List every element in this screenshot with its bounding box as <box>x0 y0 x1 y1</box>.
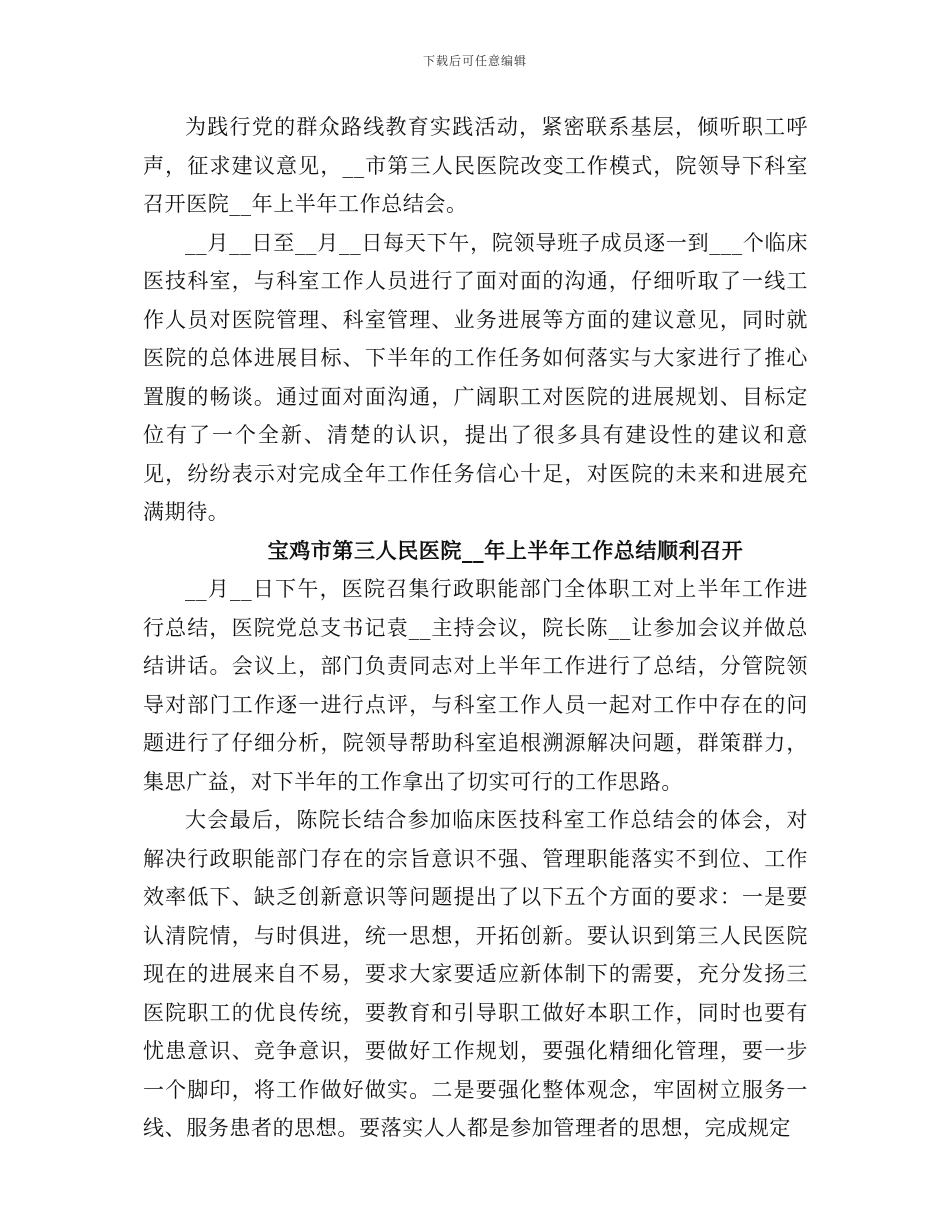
paragraph-summary-meeting: __月__日下午，医院召集行政职能部门全体职工对上半年工作进行总结，医院党总支书记袁__主持会议，院长陈__让参加会议并做总结讲话。会议上，部门负责同志对上半年工作进行了总结，分管院领导对部门工作逐一进行点评，与科室工作人员一起对工作中存在的问题进行了仔细分析，院领导帮助科室追根溯源解决问题，群策群力，集思广益，对下半年的工作拿出了切实可行的工作思路。 <box>143 577 808 794</box>
paragraph-intro: 为践行党的群众路线教育实践活动，紧密联系基层，倾听职工呼声，征求建议意见，__市第三人民医院改变工作模式，院领导下科室召开医院__年上半年工作总结会。 <box>143 115 808 216</box>
paragraph-requirements: 大会最后，陈院长结合参加临床医技科室工作总结会的体会，对解决行政职能部门存在的宗旨意识不强、管理职能落实不到位、工作效率低下、缺乏创新意识等问题提出了以下五个方面的要求：一是要认清院情，与时俱进，统一思想，开拓创新。要认识到第三人民医院现在的进展来自不易，要求大家要适应新体制下的需要，充分发扬三医院职工的优良传统，要教育和引导职工做好本职工作，同时也要有忧患意识、竞争意识，要做好工作规划，要强化精细化管理，要一步一个脚印，将工作做好做实。二是要强化整体观念，牢固树立服务一线、服务患者的思想。要落实人人都是参加管理者的思想，完成规定 <box>143 808 808 1140</box>
section-heading: 宝鸡市第三人民医院__年上半年工作总结顺利召开 <box>267 537 744 563</box>
document-body <box>143 108 808 1148</box>
paragraph-visits: __月__日至__月__日每天下午，院领导班子成员逐一到___个临床医技科室，与科室工作人员进行了面对面的沟通，仔细听取了一线工作人员对医院管理、科室管理、业务进展等方面的建议意见，同时就医院的总体进展目标、下半年的工作任务如何落实与大家进行了推心置腹的畅谈。通过面对面沟通，广阔职工对医院的进展规划、目标定位有了一个全新、清楚的认识，提出了很多具有建设性的建议和意见，纷纷表示对完成全年工作任务信心十足，对医院的未来和进展充满期待。 <box>143 230 808 524</box>
page-header-note: 下载后可任意编辑 <box>422 54 527 68</box>
